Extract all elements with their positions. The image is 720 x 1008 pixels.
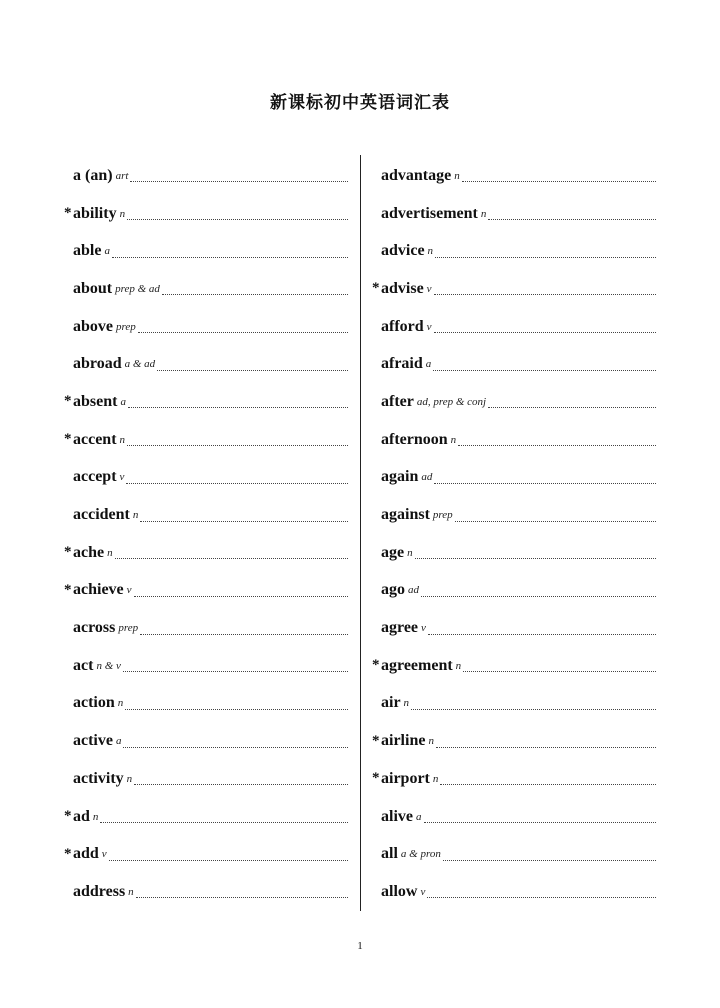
required-word-marker: *: [64, 808, 72, 825]
part-of-speech: prep: [116, 320, 136, 333]
vocabulary-entry: [372, 534, 656, 572]
part-of-speech: n: [450, 433, 457, 446]
part-of-speech: ad, prep & conj: [416, 395, 487, 408]
vocabulary-word: again: [381, 468, 419, 486]
required-word-marker: *: [64, 205, 72, 222]
part-of-speech: ad: [421, 471, 433, 484]
part-of-speech: n: [407, 546, 413, 559]
part-of-speech: a: [120, 395, 126, 408]
vocabulary-word: ability: [73, 204, 117, 222]
vocabulary-entry: [372, 270, 656, 308]
dotted-leader: [488, 219, 656, 220]
vocabulary-entry: [64, 270, 348, 308]
part-of-speech: n: [403, 697, 410, 710]
vocabulary-word: advertisement: [381, 204, 478, 222]
vocabulary-word: allow: [381, 882, 418, 900]
part-of-speech: n: [119, 433, 126, 446]
required-word-marker: *: [372, 770, 380, 787]
dotted-leader: [415, 558, 656, 559]
part-of-speech: prep: [432, 509, 453, 522]
vocabulary-word: about: [73, 279, 113, 297]
vocabulary-entry: [64, 421, 348, 459]
dotted-leader: [443, 860, 656, 861]
vocabulary-word: accident: [73, 506, 130, 524]
vocabulary-word: action: [73, 694, 115, 712]
part-of-speech: n: [132, 509, 139, 522]
part-of-speech: n: [432, 772, 439, 785]
vocabulary-word: alive: [381, 807, 413, 825]
part-of-speech: a: [115, 735, 122, 748]
vocabulary-word: across: [73, 619, 116, 637]
dotted-leader: [411, 709, 656, 710]
part-of-speech: n: [92, 810, 99, 823]
part-of-speech: v: [426, 320, 432, 333]
vocabulary-entry: [372, 157, 656, 195]
dotted-leader: [130, 181, 348, 182]
vocabulary-entry: [64, 873, 348, 911]
vocabulary-entry: [372, 873, 656, 911]
part-of-speech: prep: [118, 622, 139, 635]
vocabulary-word: against: [381, 506, 430, 524]
dotted-leader: [134, 784, 348, 785]
vocabulary-word: address: [73, 882, 126, 900]
vocabulary-word: abroad: [73, 355, 122, 373]
part-of-speech: ad: [408, 584, 419, 597]
part-of-speech: v: [119, 471, 125, 484]
vocabulary-word: accept: [73, 468, 117, 486]
vocabulary-word: ad: [73, 807, 90, 825]
required-word-marker: *: [372, 657, 380, 674]
column-divider: [360, 155, 361, 911]
part-of-speech: v: [421, 622, 426, 635]
vocabulary-word: advise: [381, 279, 424, 297]
part-of-speech: n: [454, 169, 460, 182]
part-of-speech: v: [126, 584, 132, 597]
dotted-leader: [458, 445, 656, 446]
dotted-leader: [434, 294, 656, 295]
vocabulary-entry: [372, 835, 656, 873]
part-of-speech: a: [425, 358, 432, 371]
vocabulary-entry: [64, 232, 348, 270]
vocabulary-word: after: [381, 392, 414, 410]
dotted-leader: [126, 483, 348, 484]
dotted-leader: [128, 407, 348, 408]
dotted-leader: [112, 257, 348, 258]
dotted-leader: [440, 784, 656, 785]
part-of-speech: a: [416, 810, 422, 823]
part-of-speech: prep & ad: [115, 282, 160, 295]
part-of-speech: n: [126, 772, 133, 785]
part-of-speech: n: [427, 245, 434, 258]
dotted-leader: [140, 634, 348, 635]
vocabulary-entry: [372, 459, 656, 497]
dotted-leader: [488, 407, 656, 408]
vocabulary-word: active: [73, 732, 113, 750]
vocabulary-word: activity: [73, 769, 124, 787]
vocabulary-word: add: [73, 845, 99, 863]
vocabulary-entry: [64, 345, 348, 383]
dotted-leader: [436, 747, 656, 748]
vocabulary-word: able: [73, 242, 102, 260]
part-of-speech: art: [115, 169, 129, 182]
vocabulary-word: advantage: [381, 166, 452, 184]
vocabulary-entry: [64, 835, 348, 873]
vocabulary-word: act: [73, 656, 94, 674]
vocabulary-word: air: [381, 694, 401, 712]
page-title: 新课标初中英语词汇表: [270, 93, 450, 113]
vocabulary-word: all: [381, 845, 398, 863]
vocabulary-entry: [372, 496, 656, 534]
vocabulary-entry: [372, 722, 656, 760]
vocabulary-word: ago: [381, 581, 405, 599]
required-word-marker: *: [64, 431, 72, 448]
vocabulary-entry: [372, 383, 656, 421]
left-vocabulary-column: [64, 157, 348, 911]
vocabulary-entry: [64, 383, 348, 421]
vocabulary-word: ache: [73, 543, 105, 561]
part-of-speech: n: [455, 659, 462, 672]
dotted-leader: [134, 596, 348, 597]
dotted-leader: [434, 332, 656, 333]
vocabulary-entry: [64, 572, 348, 610]
required-word-marker: *: [64, 544, 72, 561]
part-of-speech: a & ad: [124, 358, 156, 371]
dotted-leader: [433, 370, 656, 371]
dotted-leader: [428, 634, 656, 635]
vocabulary-word: afraid: [381, 355, 423, 373]
vocabulary-entry: [64, 685, 348, 723]
part-of-speech: n: [128, 885, 134, 898]
vocabulary-word: afford: [381, 317, 424, 335]
dotted-leader: [140, 521, 348, 522]
part-of-speech: a: [104, 245, 110, 258]
vocabulary-entry: [64, 308, 348, 346]
dotted-leader: [115, 558, 348, 559]
part-of-speech: n: [428, 735, 434, 748]
required-word-marker: *: [372, 732, 380, 749]
vocabulary-entry: [372, 760, 656, 798]
vocabulary-entry: [372, 232, 656, 270]
vocabulary-word: agreement: [381, 656, 453, 674]
vocabulary-entry: [372, 421, 656, 459]
part-of-speech: n: [119, 207, 126, 220]
vocabulary-entry: [372, 685, 656, 723]
part-of-speech: n: [480, 207, 487, 220]
required-word-marker: *: [64, 845, 72, 862]
vocabulary-entry: [372, 195, 656, 233]
required-word-marker: *: [372, 280, 380, 297]
part-of-speech: v: [101, 848, 107, 861]
part-of-speech: n & v: [96, 659, 121, 672]
dotted-leader: [162, 294, 348, 295]
vocabulary-entry: [64, 760, 348, 798]
vocabulary-word: advice: [381, 242, 425, 260]
required-word-marker: *: [64, 393, 72, 410]
vocabulary-entry: [64, 798, 348, 836]
right-vocabulary-column: [372, 157, 656, 911]
dotted-leader: [125, 709, 348, 710]
part-of-speech: a & pron: [400, 848, 441, 861]
vocabulary-entry: [64, 157, 348, 195]
vocabulary-word: accent: [73, 430, 117, 448]
part-of-speech: n: [107, 546, 113, 559]
dotted-leader: [127, 219, 348, 220]
page-number: 1: [357, 940, 363, 952]
dotted-leader: [434, 483, 656, 484]
vocabulary-word: agree: [381, 619, 419, 637]
vocabulary-word: achieve: [73, 581, 124, 599]
vocabulary-entry: [372, 798, 656, 836]
vocabulary-entry: [372, 572, 656, 610]
dotted-leader: [127, 445, 348, 446]
vocabulary-entry: [372, 647, 656, 685]
vocabulary-entry: [64, 647, 348, 685]
dotted-leader: [123, 747, 348, 748]
dotted-leader: [421, 596, 656, 597]
vocabulary-entry: [372, 609, 656, 647]
part-of-speech: v: [420, 885, 426, 898]
vocabulary-entry: [64, 459, 348, 497]
part-of-speech: v: [426, 282, 432, 295]
dotted-leader: [123, 671, 348, 672]
vocabulary-word: absent: [73, 392, 118, 410]
vocabulary-entry: [64, 496, 348, 534]
vocabulary-word: above: [73, 317, 113, 335]
dotted-leader: [138, 332, 348, 333]
vocabulary-entry: [64, 195, 348, 233]
vocabulary-word: airline: [381, 732, 426, 750]
dotted-leader: [455, 521, 656, 522]
vocabulary-word: airport: [381, 769, 430, 787]
dotted-leader: [109, 860, 348, 861]
vocabulary-word: afternoon: [381, 430, 448, 448]
dotted-leader: [157, 370, 348, 371]
dotted-leader: [136, 897, 348, 898]
vocabulary-word: age: [381, 543, 405, 561]
dotted-leader: [427, 897, 656, 898]
vocabulary-entry: [372, 308, 656, 346]
dotted-leader: [463, 671, 656, 672]
dotted-leader: [462, 181, 656, 182]
required-word-marker: *: [64, 581, 72, 598]
vocabulary-word: a (an): [73, 166, 113, 184]
vocabulary-entry: [64, 534, 348, 572]
part-of-speech: n: [117, 697, 124, 710]
dotted-leader: [100, 822, 348, 823]
dotted-leader: [424, 822, 657, 823]
vocabulary-entry: [372, 345, 656, 383]
vocabulary-entry: [64, 722, 348, 760]
dotted-leader: [435, 257, 656, 258]
vocabulary-entry: [64, 609, 348, 647]
